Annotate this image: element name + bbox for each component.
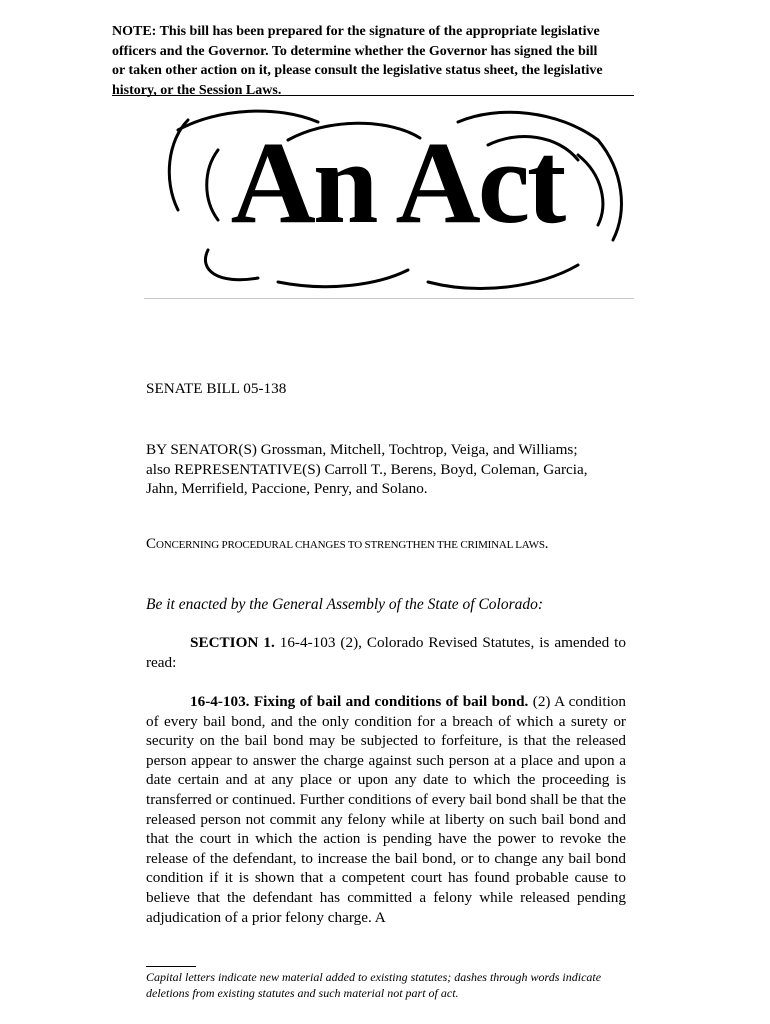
- note-line: NOTE: This bill has been prepared for the signature of the appropriate legislative: [112, 24, 600, 39]
- footnote-rule: [146, 966, 196, 967]
- sponsor-line: BY SENATOR(S) Grossman, Mitchell, Tochtrop, Veiga, and Williams;: [146, 441, 578, 458]
- note-underline: [112, 95, 634, 96]
- bill-title-text: ONCERNING PROCEDURAL CHANGES TO STRENGTHEN THE CRIMINAL LAWS: [156, 539, 545, 551]
- statute-16-4-103: [146, 692, 626, 927]
- statute-text: (2) A condition of every bail bond, and the only condition for a breach of which a surety or security on the bail bond may be subjected to forfeiture, is that the released person appear to answer the charge against such person at a place and upon a date certain and at any place or upon any date to which the proceeding is transferred or continued. Further conditions of every bail bond shall be that the released person not commit any felony while at liberty on such bail bond and that the court in which the action is pending have the power to revoke the release of the defendant, to increase the bail bond, or to change any bail bond condition if it is shown that a competent court has found probable cause to believe that the defendant has committed a felony while released pending adjudication of a prior felony charge. A: [146, 693, 626, 926]
- an-act-logo-text: An Act: [230, 117, 564, 248]
- enacting-clause: Be it enacted by the General Assembly of the State of Colorado:: [146, 596, 544, 613]
- section-1-heading: SECTION 1.: [190, 634, 275, 651]
- bill-title-period: .: [544, 536, 549, 552]
- sponsor-line: Jahn, Merrifield, Paccione, Penry, and Solano.: [146, 480, 428, 498]
- logo-divider: [144, 298, 634, 299]
- footnote: [146, 969, 636, 1001]
- bill-title: [146, 535, 626, 556]
- bill-title-initial: C: [146, 536, 157, 552]
- footnote-line: deletions from existing statutes and such material not part of act.: [146, 986, 459, 1000]
- bill-number: SENATE BILL 05-138: [146, 380, 287, 397]
- legislative-note: [112, 22, 647, 100]
- section-1-text: 16-4-103 (2), Colorado Revised Statutes, is amended to read:: [146, 634, 626, 671]
- sponsor-line: also REPRESENTATIVE(S) Carroll T., Berens, Boyd, Coleman, Garcia,: [146, 460, 588, 478]
- footnote-line: Capital letters indicate new material added to existing statutes; dashes through words indicate: [146, 970, 602, 984]
- sponsors: [146, 440, 626, 499]
- statute-heading: 16-4-103. Fixing of bail and conditions of bail bond.: [190, 693, 529, 710]
- note-line: officers and the Governor. To determine whether the Governor has signed the bill: [112, 43, 598, 59]
- note-line: or taken other action on it, please consult the legislative status sheet, the legislative: [112, 63, 603, 78]
- an-act-logo: [158, 100, 636, 300]
- section-1: [146, 633, 626, 672]
- note-line: history, or the Session Laws.: [112, 82, 282, 98]
